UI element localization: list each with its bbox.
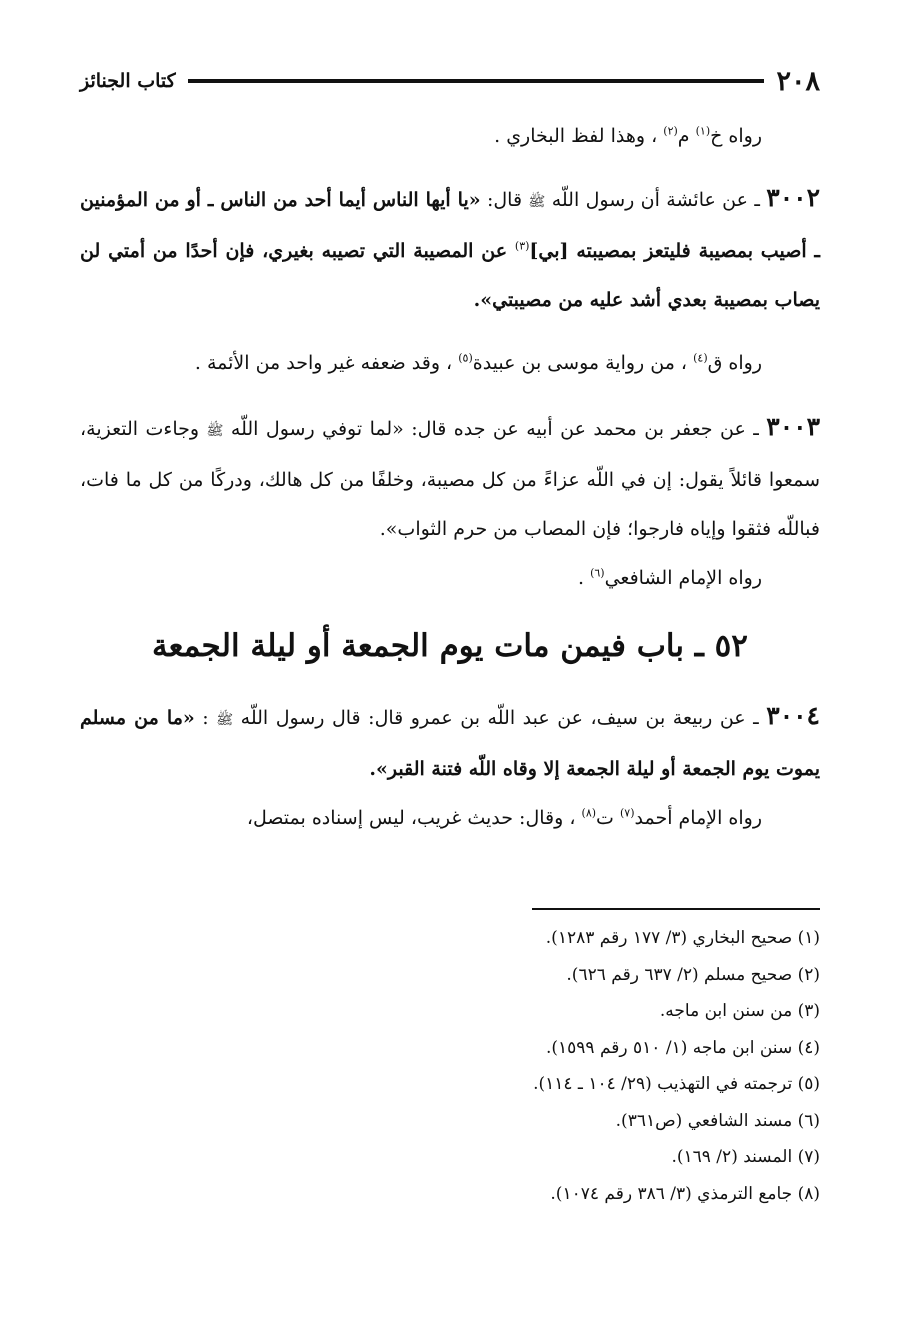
hadith-intro: ـ عن ربيعة بن سيف، عن عبد اللّه بن عمرو قال: قال رسول اللّه bbox=[233, 707, 767, 729]
footnote-ref: (١) bbox=[695, 124, 711, 138]
hadith-matn: «يا أيها الناس أيما أحد من الناس ـ أو من المؤمنين ـ أصيب بمصيبة فليتعز بمصيبته [بي] bbox=[80, 189, 820, 262]
hadith-3002 bbox=[80, 173, 820, 325]
header-rule bbox=[188, 79, 765, 83]
page-header bbox=[80, 60, 820, 102]
hadith-number: ٣٠٠٣ bbox=[766, 412, 820, 441]
footnote-item: (٥) ترجمته في التهذيب (٢٩/ ١٠٤ ـ ١١٤). bbox=[533, 1074, 820, 1094]
hadith-matn: «ما من مسلم يموت يوم الجمعة أو ليلة الجمعة إلا وقاه اللّه فتنة القبر». bbox=[80, 707, 820, 780]
main-text bbox=[80, 112, 820, 843]
footnote-ref: (٢) bbox=[663, 124, 678, 138]
chapter-heading: ٥٢ ـ باب فيمن مات يوم الجمعة أو ليلة الجمعة bbox=[152, 628, 748, 664]
hadith-number: ٣٠٠٢ bbox=[766, 183, 820, 212]
hadith-text: وجاءت التعزية، سمعوا قائلاً يقول: إن في اللّه عزاءً من كل مصيبة، وخلفًا من كل هالك، ودركًا من كل ما فات، فباللّه فثقوا وإياه فارجوا؛ فإن المصاب من حرم الثواب». bbox=[80, 418, 820, 540]
book-page bbox=[80, 60, 820, 1320]
footnote-item: (٦) مسند الشافعي (ص٣٦١). bbox=[615, 1110, 820, 1131]
narration-paragraph bbox=[80, 794, 820, 843]
text-run: رواه الإمام أحمد bbox=[634, 807, 762, 829]
text-run: ، وقد ضعفه غير واحد من الأئمة . bbox=[194, 352, 459, 374]
salawat-glyph: ﷺ bbox=[206, 423, 224, 439]
narration-paragraph bbox=[80, 112, 820, 161]
footnote-item: (١) صحيح البخاري (٣/ ١٧٧ رقم ١٢٨٣). bbox=[545, 928, 820, 948]
text-run: ، وهذا لفظ البخاري . bbox=[494, 125, 664, 147]
footnote-item: (٢) صحيح مسلم (٢/ ٦٣٧ رقم ٦٢٦). bbox=[566, 964, 820, 985]
narration-paragraph bbox=[80, 554, 820, 603]
footnotes-list bbox=[80, 920, 820, 1212]
salawat-glyph: ﷺ bbox=[216, 712, 234, 728]
hadith-matn: عن المصيبة التي تصيبه بغيري، فإن أحدًا من أمتي لن يصاب بمصيبة بعدي أشد عليه من مصيبتي». bbox=[80, 240, 820, 311]
text-run: . bbox=[577, 567, 591, 589]
footnote-ref: (٣) bbox=[514, 239, 530, 253]
text-run: ت bbox=[596, 807, 620, 829]
footnote-ref: (٥) bbox=[458, 351, 473, 365]
footnote-item: (٤) سنن ابن ماجه (١/ ٥١٠ رقم ١٥٩٩). bbox=[545, 1037, 820, 1058]
text-run: ، وقال: حديث غريب، ليس إسناده بمتصل، bbox=[246, 807, 582, 829]
text-run: رواه الإمام الشافعي bbox=[604, 567, 762, 589]
footnote-ref: (٨) bbox=[581, 806, 597, 820]
hadith-intro: ـ عن عائشة أن رسول اللّه bbox=[545, 189, 767, 211]
hadith-3003 bbox=[80, 402, 820, 554]
footnote-ref: (٦) bbox=[590, 566, 605, 580]
text-run: ، من رواية موسى بن عبيدة bbox=[472, 352, 694, 374]
footnote-item: (٣) من سنن ابن ماجه. bbox=[659, 1001, 820, 1021]
text-run: رواه ق bbox=[707, 352, 762, 374]
footnote-separator bbox=[532, 908, 820, 910]
hadith-3004 bbox=[80, 691, 820, 794]
hadith-number: ٣٠٠٤ bbox=[766, 701, 820, 730]
footnote-ref: (٧) bbox=[619, 806, 635, 820]
text-run: رواه خ bbox=[710, 125, 762, 147]
hadith-intro: ـ عن جعفر بن محمد عن أبيه عن جده قال: «لما توفي رسول اللّه bbox=[223, 418, 767, 440]
text-run: : bbox=[194, 707, 217, 729]
narration-paragraph bbox=[80, 339, 820, 388]
running-title: كتاب الجنائز bbox=[80, 70, 176, 92]
footnote-ref: (٤) bbox=[693, 351, 708, 365]
footnote-item: (٨) جامع الترمذي (٣/ ٣٨٦ رقم ١٠٧٤). bbox=[550, 1183, 820, 1204]
salawat-glyph: ﷺ bbox=[528, 194, 546, 210]
text-run: م bbox=[677, 125, 696, 147]
footnote-item: (٧) المسند (٢/ ١٦٩). bbox=[671, 1147, 820, 1167]
text-run: قال: bbox=[480, 189, 529, 211]
page-number: ٢٠٨ bbox=[776, 65, 820, 97]
